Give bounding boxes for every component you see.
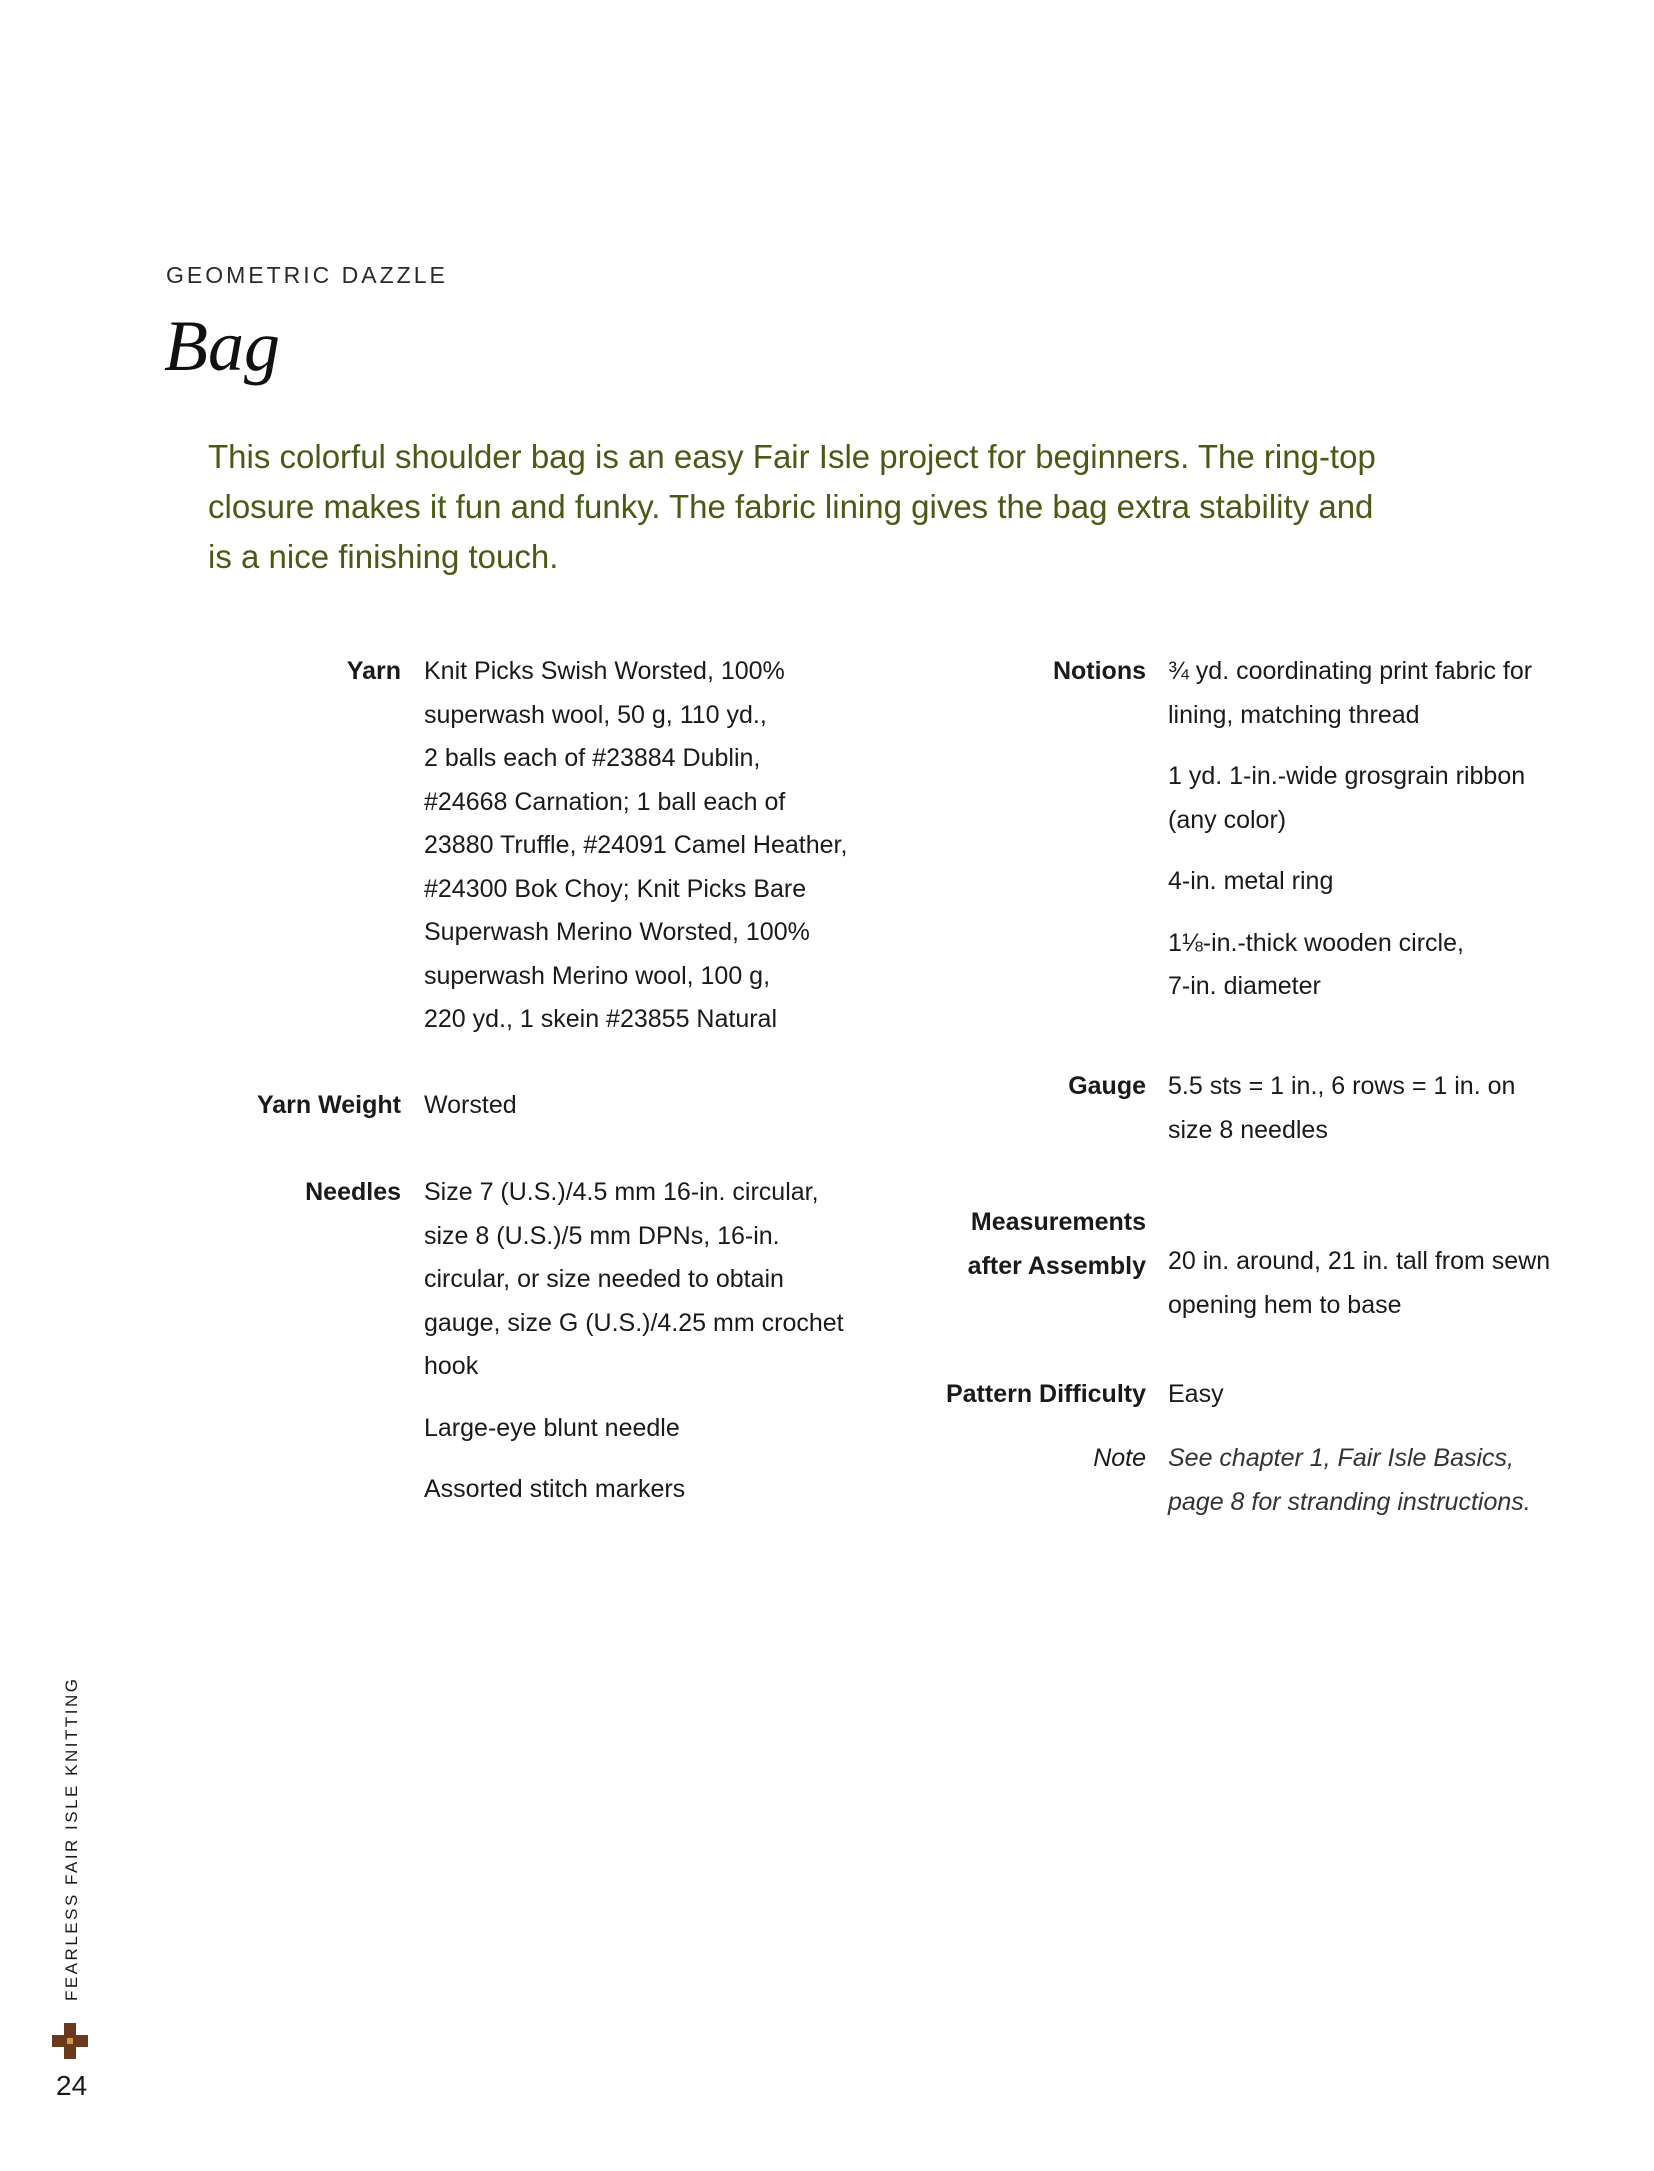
intro-line: is a nice finishing touch.	[208, 538, 559, 575]
needles-extra: Large-eye blunt needle	[424, 1413, 680, 1442]
yarn-weight-text: Worsted	[424, 1091, 517, 1119]
spine-text: FEARLESS FAIR ISLE KNITTING	[62, 1676, 81, 2001]
intro-paragraph	[208, 432, 1508, 582]
needles-line: circular, or size needed to obtain	[424, 1265, 784, 1293]
yarn-value	[424, 650, 847, 1042]
needles-line: gauge, size G (U.S.)/4.25 mm crochet	[424, 1308, 844, 1337]
yarn-line: superwash Merino wool, 100 g,	[424, 961, 771, 990]
spine-title	[60, 1676, 90, 2001]
measurements-label	[968, 1200, 1146, 1288]
gauge-line: size 8 needles	[1168, 1115, 1328, 1144]
yarn-line: #24668 Carnation; 1 ball each of	[424, 787, 786, 816]
yarn-line: superwash wool, 50 g, 110 yd.,	[424, 700, 767, 729]
needles-line: hook	[424, 1352, 479, 1380]
intro-line: closure makes it fun and funky. The fabric lining gives the bag extra stability and	[208, 488, 1374, 525]
yarn-line: 23880 Truffle, #24091 Camel Heather,	[424, 831, 848, 859]
notions-line: 4-in. metal ring	[1168, 867, 1334, 895]
yarn-label: Yarn	[346, 657, 401, 685]
page-title: Bag	[164, 306, 280, 386]
note-label: Note	[1093, 1444, 1146, 1472]
notions-line: lining, matching thread	[1168, 700, 1420, 729]
measurements-value	[1168, 1240, 1550, 1327]
page-number: 24	[56, 2070, 88, 2101]
yarn-line: #24300 Bok Choy; Knit Picks Bare	[424, 874, 807, 903]
note-line: See chapter 1, Fair Isle Basics,	[1168, 1444, 1514, 1472]
difficulty-text: Easy	[1168, 1380, 1224, 1408]
gauge-value	[1168, 1065, 1515, 1152]
gauge-line: 5.5 sts = 1 in., 6 rows = 1 in. on	[1168, 1072, 1516, 1100]
measurements-label-line: after Assembly	[967, 1252, 1146, 1280]
gauge-label: Gauge	[1068, 1072, 1146, 1100]
needles-line: Size 7 (U.S.)/4.5 mm 16-in. circular,	[424, 1178, 819, 1206]
notions-line: 1⅛-in.-thick wooden circle,	[1168, 928, 1464, 957]
notions-line: ¾ yd. coordinating print fabric for	[1168, 657, 1533, 685]
yarn-weight-label: Yarn Weight	[256, 1091, 401, 1119]
notions-value	[1168, 650, 1532, 1009]
notions-line: 1 yd. 1-in.-wide grosgrain ribbon	[1168, 762, 1526, 790]
notions-label: Notions	[1052, 657, 1146, 685]
measurements-line: opening hem to base	[1168, 1290, 1402, 1319]
intro-line: This colorful shoulder bag is an easy Fair Isle project for beginners. The ring-top	[208, 438, 1376, 475]
needles-value	[424, 1171, 844, 1512]
measurements-label-line: Measurements	[970, 1208, 1146, 1236]
needles-line: size 8 (U.S.)/5 mm DPNs, 16-in.	[424, 1221, 780, 1250]
difficulty-value	[1168, 1373, 1224, 1417]
measurements-line: 20 in. around, 21 in. tall from sewn	[1168, 1247, 1551, 1275]
cross-ornament-icon	[50, 2021, 90, 2061]
yarn-line: 2 balls each of #23884 Dublin,	[424, 744, 761, 772]
yarn-line: Knit Picks Swish Worsted, 100%	[424, 657, 785, 685]
note-value	[1168, 1437, 1531, 1524]
yarn-weight-value	[424, 1084, 517, 1128]
needles-label: Needles	[305, 1178, 401, 1206]
notions-line: (any color)	[1168, 805, 1287, 834]
needles-extra: Assorted stitch markers	[424, 1475, 686, 1503]
yarn-line: 220 yd., 1 skein #23855 Natural	[424, 1005, 778, 1033]
yarn-line: Superwash Merino Worsted, 100%	[424, 918, 810, 946]
notions-line: 7-in. diameter	[1168, 972, 1321, 1000]
section-kicker: GEOMETRIC DAZZLE	[166, 262, 448, 288]
note-line: page 8 for stranding instructions.	[1168, 1487, 1531, 1516]
difficulty-label: Pattern Difficulty	[945, 1380, 1146, 1408]
